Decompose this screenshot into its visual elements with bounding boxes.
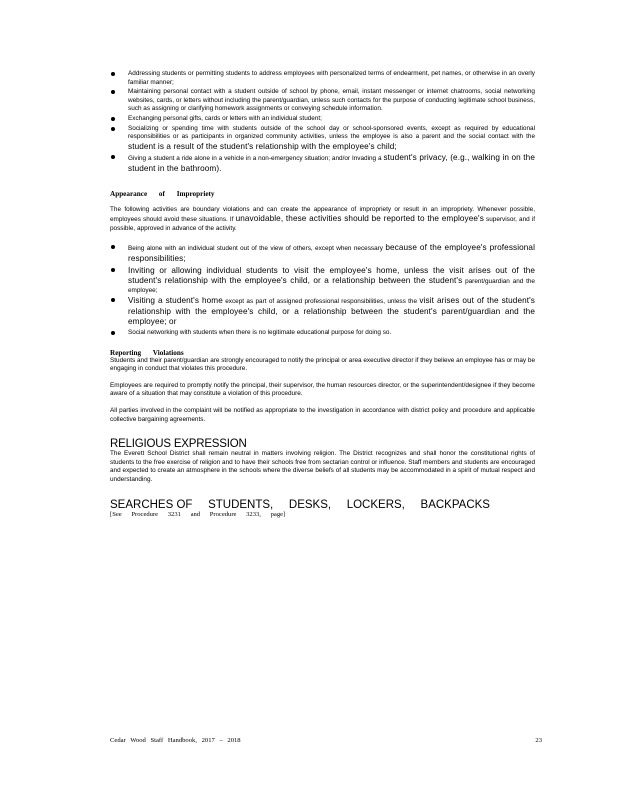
impropriety-list <box>110 243 535 337</box>
religious-paragraph: The Everett School District shall remain neutral in matters involving religion. The District recognizes and shall honor the constitutional rights of students to the free exercise of religion and to have their schools free from sectarian control or influence. Staff members and students are encouraged and expected to create an atmosphere in the schools where the diverse beliefs of all students may be accommodated in a spirit of mutual respect and understanding. <box>110 450 535 483</box>
conduct-list <box>110 70 535 175</box>
page-footer <box>110 737 542 744</box>
searches-title: SEARCHES OF STUDENTS, DESKS, LOCKERS, BACKPACKS <box>110 498 490 511</box>
appearance-paragraph: The following activities are boundary violations and can create the appearance of impropriety or result in an impropriety. Whenever possible, employees should avoid these situations. If unavoidable, these activities should be reported to the employee's supervisor, and if possible, approved in advance of the activity. <box>110 205 535 232</box>
reporting-paragraph-3: All parties involved in the complaint will be notified as appropriate to the investigation in accordance with district policy and procedure and applicable collective bargaining agreements. <box>110 407 535 423</box>
reporting-paragraph-1: Students and their parent/guardian are strongly encouraged to notify the principal or area executive director if they believe an employee has or may be engaging in conduct that violates this procedure. <box>110 356 535 373</box>
list-item <box>110 125 535 153</box>
list-item <box>110 115 535 124</box>
list-item: Inviting or allowing individual students to visit the employee's home, unless the visit arises out of the student's relationship with the employee's child, or a relationship between the student's parent/guardian and the employee; <box>110 266 535 296</box>
list-item <box>110 88 535 114</box>
bullet-text: Maintaining personal contact with a student outside of school by phone, email, instant messenger or internet chatrooms, social networking websites, cards, or letters without including the parent/guardian, unless such contacts for the purpose of conducting legitimate school business, such as assigning or clarifying homework assignments or conveying schedule information. <box>128 88 535 113</box>
bullet-text-large: student's privacy, (e.g., walking in on the student in the bathroom). <box>128 153 535 173</box>
bullet-text: Socializing or spending time with students outside of the school day or school-sponsored events, except as required by educational responsibilities or as participants in organized community activities, unless the employee is also a parent and the social contact with the <box>128 124 535 141</box>
bullet-text: Exchanging personal gifts, cards or letters with an individual student; <box>128 114 322 122</box>
appearance-heading: Appearance of Impropriety <box>110 189 215 198</box>
list-item <box>110 153 535 174</box>
bullet-text-large: student is a result of the student's relationship with the employee's child; <box>128 141 397 151</box>
list-item: Social networking with students when there is no legitimate educational purpose for doing so. <box>110 329 535 338</box>
reporting-paragraph-2: Employees are required to promptly notify the principal, their supervisor, the human resources director, or the superintendent/designee if they become aware of a situation that may constitute a violation of this procedure. <box>110 381 535 398</box>
reporting-heading: Reporting Violations <box>110 348 184 357</box>
bullet-text: Addressing students or permitting students to address employees with personalized terms of endearment, pet names, or otherwise in an overly familiar manner; <box>128 70 535 86</box>
list-item: Visiting a student's home except as part of assigned professional responsibilities, unless the visit arises out of the student's relationship with the employee's child, or a relationship between the student's parent/guardian and the employee; or <box>110 296 535 328</box>
list-item <box>110 70 535 87</box>
bullet-text: Giving a student a ride alone in a vehicle in a non-emergency situation; and/or Invading a <box>128 155 382 163</box>
document-page <box>110 70 535 518</box>
footer-title: Cedar Wood Staff Handbook, 2017 – 2018 <box>110 737 241 744</box>
page-number: 23 <box>535 737 542 744</box>
religious-title: RELIGIOUS EXPRESSION <box>110 438 247 451</box>
list-item: Being alone with an individual student out of the view of others, except when necessary because of the employee's professional responsibilities; <box>110 243 535 264</box>
searches-note: [See Procedure 3231 and Procedure 3233, page] <box>110 510 286 518</box>
